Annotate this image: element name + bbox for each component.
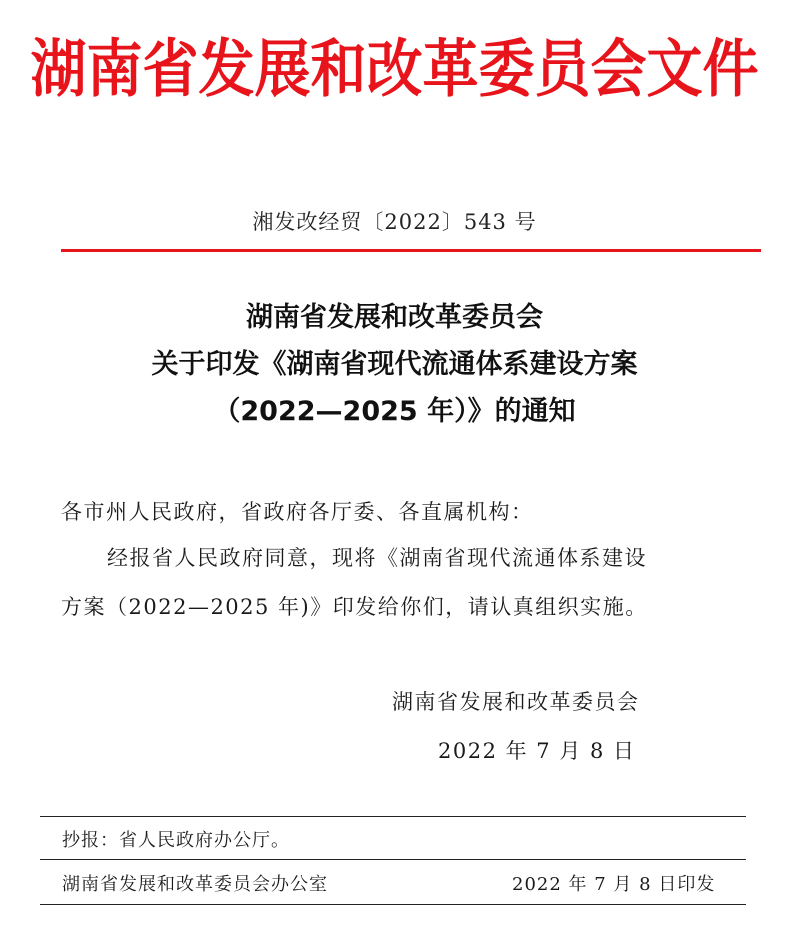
document-number: 湘发改经贸〔2022〕543 号 bbox=[252, 210, 537, 234]
signature-date: 2022 年 7 月 8 日 bbox=[438, 739, 636, 763]
red-separator-line bbox=[61, 249, 761, 252]
body-paragraph-line1: 经报省人民政府同意，现将《湖南省现代流通体系建设 bbox=[107, 546, 647, 570]
footer-rule-middle bbox=[40, 859, 746, 860]
signature-organization: 湖南省发展和改革委员会 bbox=[392, 690, 640, 714]
footer-rule-bottom bbox=[40, 904, 746, 905]
footer-rule-top bbox=[40, 816, 746, 817]
document-title-line1: 湖南省发展和改革委员会 bbox=[246, 302, 543, 333]
document-title-line3: （2022—2025 年）》的通知 bbox=[213, 396, 576, 427]
document-masthead: 湖南省发展和改革委员会文件 bbox=[30, 33, 759, 107]
issuing-office: 湖南省发展和改革委员会办公室 bbox=[62, 874, 328, 895]
document-title-line2: 关于印发《湖南省现代流通体系建设方案 bbox=[151, 349, 638, 380]
addressee: 各市州人民政府，省政府各厅委、各直属机构： bbox=[61, 500, 534, 524]
copy-to-line: 抄报：省人民政府办公厅。 bbox=[62, 830, 290, 851]
body-paragraph-line2: 方案（2022—2025 年)》印发给你们，请认真组织实施。 bbox=[61, 595, 648, 619]
issue-date: 2022 年 7 月 8 日印发 bbox=[512, 874, 716, 895]
